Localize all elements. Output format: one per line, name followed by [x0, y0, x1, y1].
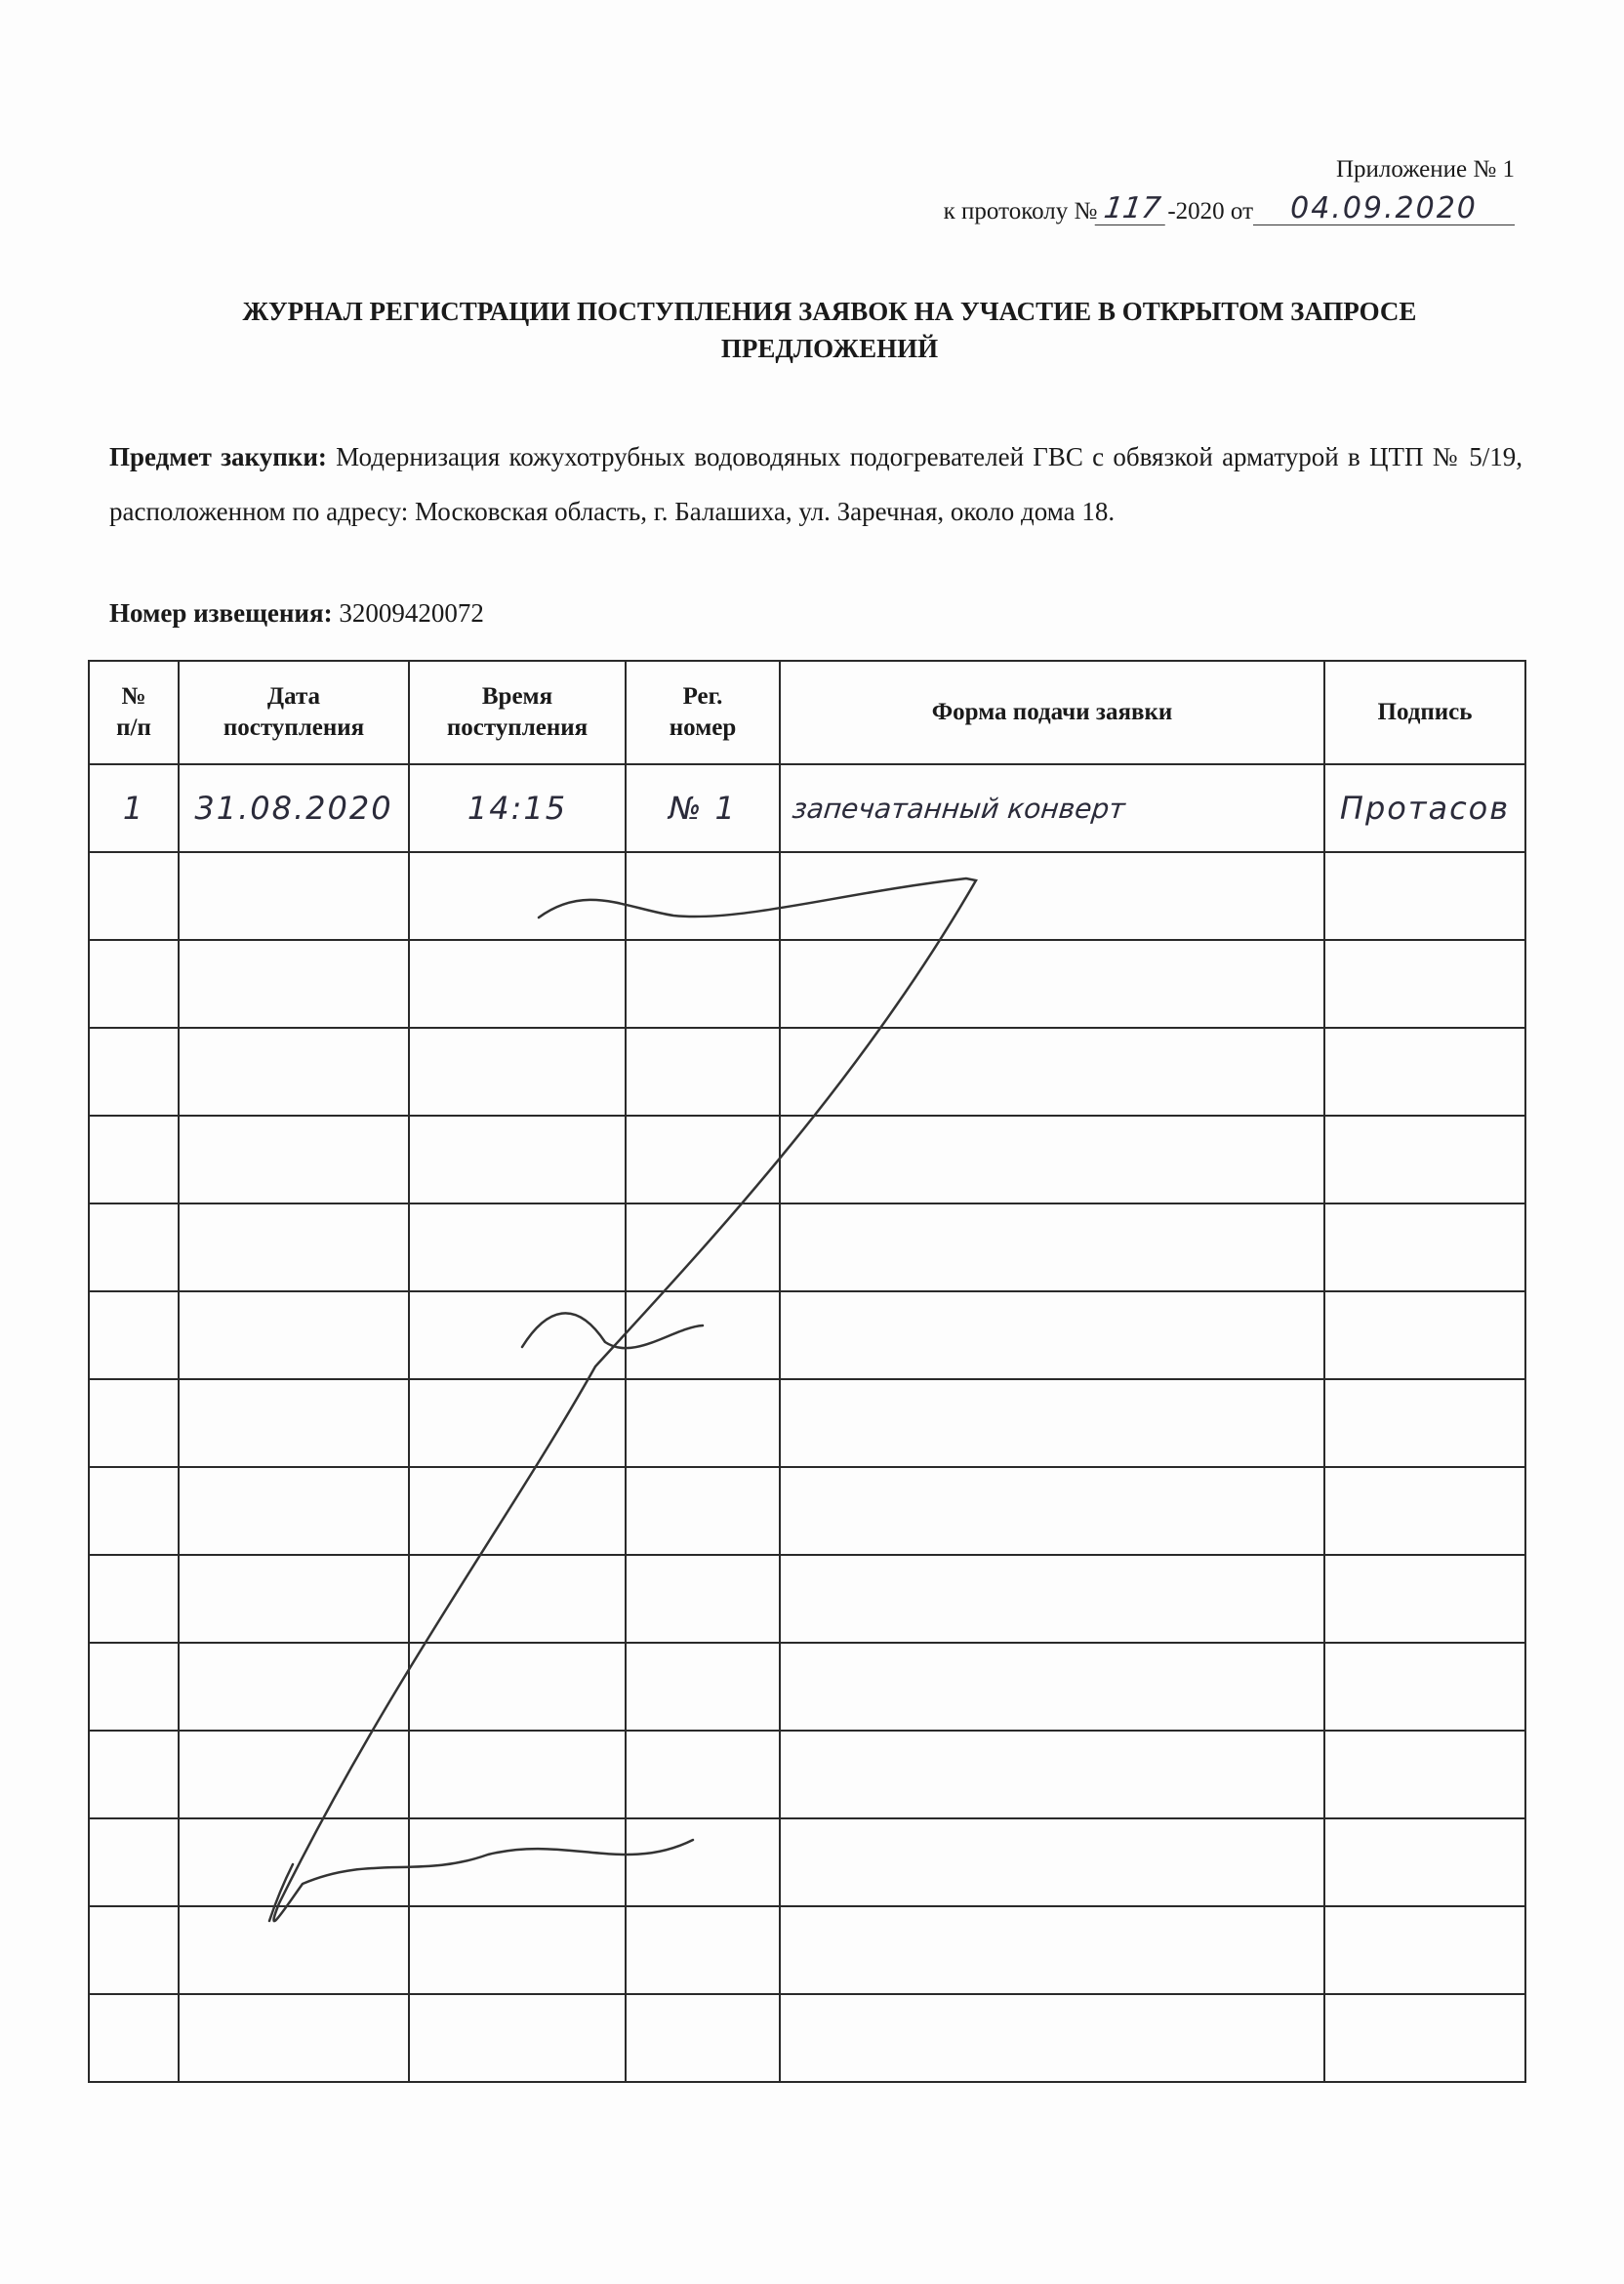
protocol-date-handwritten: 04.09.2020	[1253, 193, 1515, 225]
table-cell	[1324, 852, 1525, 940]
table-cell	[626, 1643, 780, 1731]
table-cell	[409, 852, 626, 940]
table-cell	[1324, 1028, 1525, 1116]
table-cell	[409, 1379, 626, 1467]
table-cell	[780, 1467, 1324, 1555]
table-cell	[780, 1028, 1324, 1116]
table-cell	[780, 940, 1324, 1028]
table-cell	[626, 1818, 780, 1906]
table-row	[89, 1467, 1525, 1555]
column-header: Рег. номер	[626, 661, 780, 764]
table-cell	[409, 1555, 626, 1643]
table-cell	[89, 1643, 179, 1731]
table-cell	[89, 1467, 179, 1555]
table-cell	[626, 852, 780, 940]
subject-label: Предмет закупки:	[109, 442, 327, 471]
procurement-subject	[109, 429, 1522, 539]
table-row	[89, 1291, 1525, 1379]
table-cell	[780, 1379, 1324, 1467]
registration-journal-table	[88, 660, 1526, 2083]
table-cell	[1324, 1818, 1525, 1906]
protocol-number-handwritten: 117	[1095, 193, 1170, 225]
table-cell	[780, 1643, 1324, 1731]
table-cell	[89, 1028, 179, 1116]
table-cell	[626, 1116, 780, 1203]
column-header: № п/п	[89, 661, 179, 764]
table-cell	[179, 1116, 409, 1203]
table-cell	[626, 940, 780, 1028]
table-cell	[626, 1203, 780, 1291]
table-cell	[626, 1906, 780, 1994]
table-cell	[409, 1203, 626, 1291]
table-cell	[626, 1467, 780, 1555]
table-cell: № 1	[626, 764, 780, 852]
document-title: ЖУРНАЛ РЕГИСТРАЦИИ ПОСТУПЛЕНИЯ ЗАЯВОК НА УЧАСТИЕ В ОТКРЫТОМ ЗАПРОСЕ ПРЕДЛОЖЕНИЙ	[242, 297, 1417, 363]
appendix-label: Приложение № 1	[1335, 156, 1515, 183]
table-row	[89, 1116, 1525, 1203]
table-cell	[179, 1555, 409, 1643]
table-row	[89, 1994, 1525, 2082]
subject-text: Модернизация кожухотрубных водоводяных подогревателей ГВС с обвязкой арматурой в ЦТП № 5/19, расположенном по адресу: Московская область, г. Балашиха, ул. Заречная, около дома 18.	[109, 442, 1522, 526]
table-cell	[179, 1731, 409, 1818]
table-cell	[1324, 1731, 1525, 1818]
table-cell	[780, 1731, 1324, 1818]
table-cell	[780, 1291, 1324, 1379]
table-cell	[1324, 1203, 1525, 1291]
table-cell: 31.08.2020	[179, 764, 409, 852]
table-cell	[626, 1379, 780, 1467]
table-cell	[1324, 1116, 1525, 1203]
notice-value: 32009420072	[339, 598, 484, 628]
table-cell	[780, 1203, 1324, 1291]
table-cell	[780, 852, 1324, 940]
table-cell	[1324, 940, 1525, 1028]
table-cell	[1324, 1906, 1525, 1994]
notice-label: Номер извещения:	[109, 598, 333, 628]
table-cell	[89, 1906, 179, 1994]
table-cell	[780, 1116, 1324, 1203]
table-cell	[626, 1994, 780, 2082]
table-cell: 1	[89, 764, 179, 852]
column-header: Время поступления	[409, 661, 626, 764]
table-cell	[409, 1028, 626, 1116]
table-cell	[179, 1379, 409, 1467]
column-header: Дата поступления	[179, 661, 409, 764]
table-cell	[89, 852, 179, 940]
table-cell	[409, 1906, 626, 1994]
column-header: Форма подачи заявки	[780, 661, 1324, 764]
table-cell	[89, 1555, 179, 1643]
protocol-year-suffix: -2020 от	[1167, 198, 1253, 224]
table-cell	[780, 1818, 1324, 1906]
table-cell	[179, 1467, 409, 1555]
table-cell	[89, 1379, 179, 1467]
table-row	[89, 1643, 1525, 1731]
table-cell	[89, 1994, 179, 2082]
table-cell	[89, 1203, 179, 1291]
table-cell	[780, 1994, 1324, 2082]
table-cell	[89, 1818, 179, 1906]
table-cell	[626, 1731, 780, 1818]
table-cell	[1324, 1291, 1525, 1379]
table-cell	[780, 1906, 1324, 1994]
table-cell	[179, 1994, 409, 2082]
table-row	[89, 1906, 1525, 1994]
table-cell	[780, 1555, 1324, 1643]
table-row	[89, 1028, 1525, 1116]
table-cell	[1324, 1467, 1525, 1555]
table-cell	[179, 1643, 409, 1731]
protocol-reference	[944, 193, 1515, 225]
table-cell	[409, 1731, 626, 1818]
table-cell: Протасов	[1324, 764, 1525, 852]
table-row	[89, 1555, 1525, 1643]
table-cell	[409, 1291, 626, 1379]
table-cell	[626, 1555, 780, 1643]
table-cell	[1324, 1643, 1525, 1731]
notice-number	[109, 593, 484, 632]
table-row	[89, 1203, 1525, 1291]
table-cell: 14:15	[409, 764, 626, 852]
table-cell: запечатанный конверт	[775, 764, 1328, 852]
table-cell	[409, 940, 626, 1028]
table-cell	[179, 1291, 409, 1379]
table-cell	[626, 1028, 780, 1116]
table-cell	[409, 1994, 626, 2082]
table-cell	[179, 1203, 409, 1291]
table-cell	[89, 1731, 179, 1818]
table-cell	[179, 1818, 409, 1906]
table-cell	[89, 940, 179, 1028]
table-cell	[89, 1291, 179, 1379]
table-cell	[1324, 1994, 1525, 2082]
table-row	[89, 1379, 1525, 1467]
table-cell	[179, 1906, 409, 1994]
table-cell	[626, 1291, 780, 1379]
table-cell	[409, 1467, 626, 1555]
table-row	[89, 1818, 1525, 1906]
table-row	[89, 940, 1525, 1028]
table-cell	[409, 1818, 626, 1906]
protocol-prefix: к протоколу №	[943, 198, 1098, 224]
table-cell	[179, 1028, 409, 1116]
table-row	[89, 764, 1525, 852]
table-cell	[1324, 1555, 1525, 1643]
table-cell	[409, 1116, 626, 1203]
table-cell	[179, 852, 409, 940]
table-cell	[409, 1643, 626, 1731]
table-row	[89, 1731, 1525, 1818]
table-cell	[1324, 1379, 1525, 1467]
table-row	[89, 852, 1525, 940]
column-header: Подпись	[1324, 661, 1525, 764]
table-header-row	[89, 661, 1525, 764]
table-cell	[179, 940, 409, 1028]
table-cell	[89, 1116, 179, 1203]
